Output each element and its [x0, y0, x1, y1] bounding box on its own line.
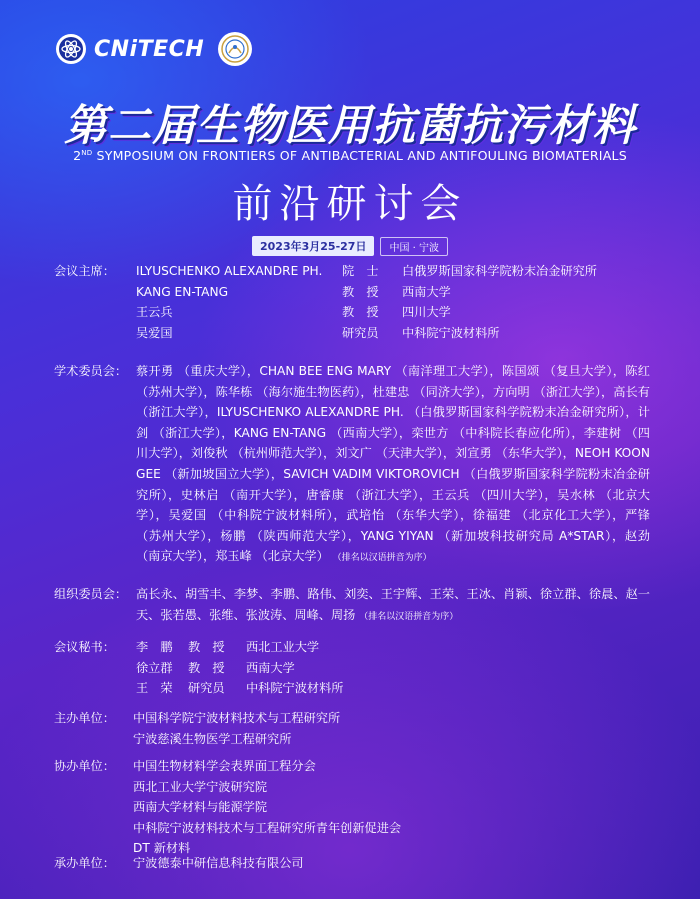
title-english: 2ND SYMPOSIUM ON FRONTIERS OF ANTIBACTERIAL AND ANTIFOULING BIOMATERIALS: [73, 148, 627, 163]
secretary-row: 王 荣 研究员 中科院宁波材料所: [136, 681, 344, 695]
host-item: 中国科学院宁波材料技术与工程研究所: [133, 711, 341, 725]
cohost-list: [133, 756, 650, 859]
chair-row: 吴爱国 研究员 中科院宁波材料所: [136, 325, 500, 340]
organizing-text: 高长永、胡雪丰、李梦、李鹏、路伟、刘奕、王宇辉、王荣、王冰、肖颖、徐立群、徐晨、赵一天、张若愚、张维、张波涛、周峰、周扬 （排名以汉语拼音为序）: [136, 587, 650, 622]
date-row: [0, 236, 700, 256]
cohost-item: DT 新材料: [133, 841, 191, 855]
secretary-label: 会议秘书：: [54, 640, 115, 654]
undertake-label: 承办单位：: [54, 856, 115, 870]
brand-name: CNiTECH: [94, 36, 205, 62]
secretary-row: 徐立群 教 授 西南大学: [136, 660, 295, 675]
host-list: [133, 708, 650, 749]
atom-logo-icon: [56, 34, 86, 64]
title-chinese: 第二届生物医用抗菌抗污材料: [64, 101, 636, 151]
chairs-label: 会议主席：: [54, 264, 115, 278]
undertake-item: 宁波德泰中研信息科技有限公司: [133, 856, 304, 870]
date-badge: 2023年3月25-27日: [252, 236, 374, 256]
host-label: 主办单位：: [54, 711, 115, 725]
undertake-list: [133, 853, 650, 874]
title-subtitle: 前沿研讨会: [232, 181, 468, 227]
academic-label: 学术委员会：: [54, 364, 128, 378]
seal-logo-icon: [218, 32, 252, 66]
place-badge: 中国 · 宁波: [380, 237, 448, 256]
cohost-item: 中科院宁波材料技术与工程研究所青年创新促进会: [133, 820, 402, 835]
cohost-item: 西北工业大学宁波研究院: [133, 779, 268, 794]
cohost-label: 协办单位：: [54, 759, 115, 773]
logo-row: [56, 32, 252, 66]
chair-row: ILYUSCHENKO ALEXANDRE PH. 院 士 白俄罗斯国家科学院粉末冶金研究所: [136, 264, 597, 278]
cohost-item: 西南大学材料与能源学院: [133, 800, 268, 814]
chair-row: KANG EN-TANG 教 授 西南大学: [136, 284, 451, 299]
chairs-list: [136, 261, 650, 343]
organizing-label: 组织委员会：: [54, 587, 128, 601]
chair-row: 王云兵 教 授 四川大学: [136, 305, 451, 319]
secretary-list: [136, 637, 650, 699]
academic-text: 蔡开勇 （重庆大学），CHAN BEE ENG MARY （南洋理工大学），陈国颂 （复旦大学），陈红 （苏州大学），陈华栋 （海尔施生物医药），杜建忠 （同济大学），方向明 （浙江大学），高长有 （浙江大学），ILYUSCHENKO ALEXANDRE PH. （白俄罗斯国家科学院粉末冶金研究所），计剑 （浙江大学），KANG EN-TANG （西南大学），栾世方 （中科院长春应化所），李建树 （四川大学），刘俊秋 （杭州师范大学），刘文广 （天津大学），刘宣勇 （东华大学），NEOH KOON GEE （新加坡国立大学），SAVICH VADIM VIKTOROVICH （白俄罗斯国家科学院粉末冶金研究所），史林启 （南开大学），唐睿康 （浙江大学），王云兵 （四川大学），吴水林 （北京大学），吴爱国 （中科院宁波材料所），武培怡 （东华大学），徐福建 （北京化工大学），严锋 （苏州大学），杨鹏 （陕西师范大学），YANG YIYAN （新加坡科技研究局 A*STAR），赵劲 （南京大学），郑玉峰 （北京大学） （排名以汉语拼音为序）: [136, 364, 650, 564]
cohost-item: 中国生物材料学会表界面工程分会: [133, 759, 316, 773]
academic-note: （排名以汉语拼音为序）: [332, 553, 432, 564]
secretary-row: 李 鹏 教 授 西北工业大学: [136, 640, 320, 654]
organizing-note: （排名以汉语拼音为序）: [359, 611, 459, 622]
host-item: 宁波慈溪生物医学工程研究所: [133, 731, 292, 746]
